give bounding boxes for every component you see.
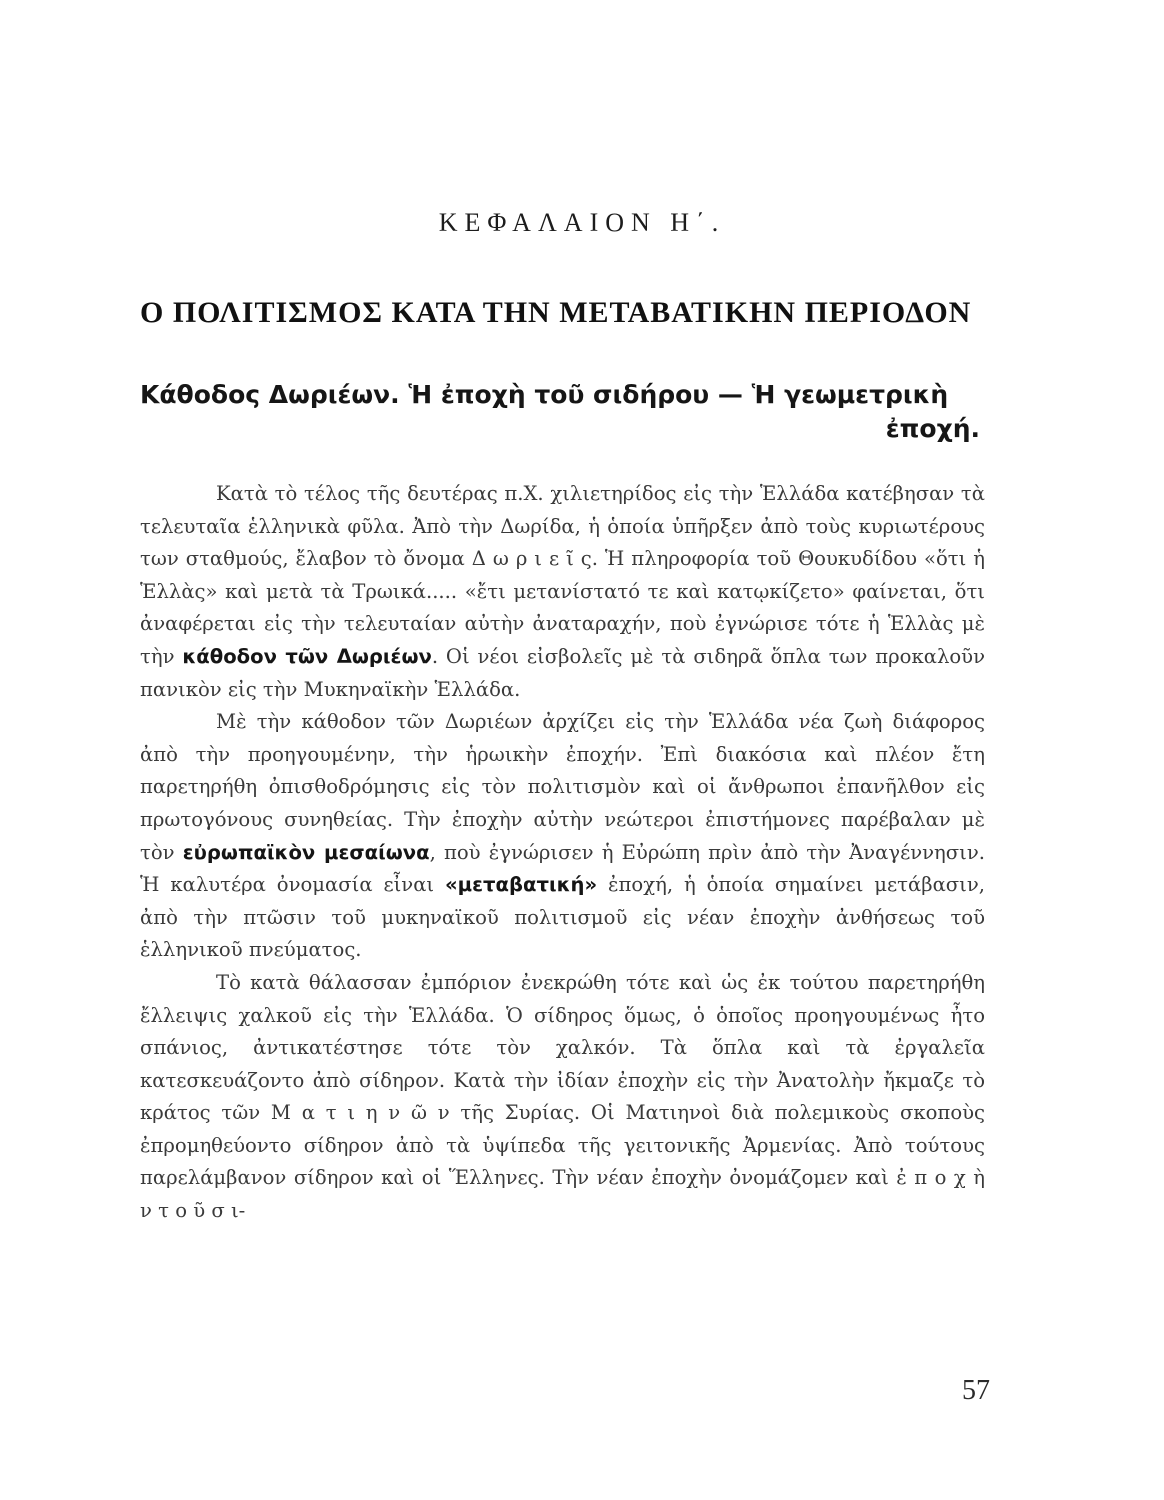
paragraph-1 (140, 478, 985, 706)
chapter-title: Ο ΠΟΛΙΤΙΣΜΟΣ ΚΑΤΑ ΤΗΝ ΜΕΤΑΒΑΤΙΚΗΝ ΠΕΡΙΟΔΟΝ (140, 296, 972, 329)
paragraph-2-text-b: , ποὺ ἐγνώρισεν ἡ Εὐρώπη πρὶν ἀπὸ τὴν Ἀναγέννησιν. Ἡ καλυτέρα ὀνομασία εἶναι (140, 840, 985, 897)
chapter-heading: ΚΕΦΑΛΑΙΟΝ Η΄. (438, 208, 726, 237)
page-number: 57 (962, 1375, 990, 1406)
paragraph-2-text-a: Μὲ τὴν κάθοδον τῶν Δωριέων ἀρχίζει εἰς τὴν Ἑλλάδα νέα ζωὴ διάφορος ἀπὸ τὴν προηγουμένην, τὴν ἡρωικὴν ἐποχήν. Ἐπὶ διακόσια καὶ πλέον ἔτη παρετηρήθη ὀπισθοδρόμησις εἰς τὸν πολιτισμὸν καὶ οἱ ἄνθρωποι ἐπανῆλθον εἰς πρωτογόνους συνηθείας. Τὴν ἐποχὴν αὐτὴν νεώτεροι ἐπιστήμονες παρέβαλαν μὲ τὸν (140, 710, 985, 864)
paragraph-2 (140, 706, 985, 967)
bold-term-european-middle-ages: εὐρωπαϊκὸν μεσαίωνα (182, 840, 430, 864)
bold-term-transitional: «μεταβατική» (445, 873, 598, 897)
subtitle-line-1: Κάθοδος Δωριέων. Ἡ ἐποχὴ τοῦ σιδήρου — Ἡ γεωμετρικὴ (140, 380, 949, 409)
paragraph-2-text-c: ἐποχή, ἡ ὁποία σημαίνει μετάβασιν, ἀπὸ τὴν πτῶσιν τοῦ μυκηναϊκοῦ πολιτισμοῦ εἰς νέαν ἐποχὴν ἀνθήσεως τοῦ ἑλληνικοῦ πνεύματος. (140, 873, 985, 962)
bold-term-dorian-descent: κάθοδον τῶν Δωριέων (182, 644, 432, 668)
section-subtitle (140, 378, 980, 446)
paragraph-1-text-a: Κατὰ τὸ τέλος τῆς δευτέρας π.Χ. χιλιετηρίδος εἰς τὴν Ἑλλάδα κατέβησαν τὰ τελευταῖα ἑλληνικὰ φῦλα. Ἀπὸ τὴν Δωρίδα, ἡ ὁποία ὑπῆρξεν ἀπὸ τοὺς κυριωτέρους των σταθμούς, ἔλαβον τὸ ὄνομα Δ ω ρ ι ε ῖ ς. Ἡ πληροφορία τοῦ Θουκυδίδου «ὅτι ἡ Ἑλλὰς» καὶ μετὰ τὰ Τρωικά..... «ἔτι μετανίστατό τε καὶ κατῳκίζετο» φαίνεται, ὅτι ἀναφέρεται εἰς τὴν τελευταίαν αὐτὴν ἀναταραχήν, ποὺ ἐγνώρισε τότε ἡ Ἑλλὰς μὲ τὴν (140, 482, 985, 668)
paragraph-3: Τὸ κατὰ θάλασσαν ἐμπόριον ἐνεκρώθη τότε καὶ ὡς ἐκ τούτου παρετηρήθη ἔλλειψις χαλκοῦ εἰς τὴν Ἑλλάδα. Ὁ σίδηρος ὅμως, ὁ ὁποῖος προηγουμένως ἦτο σπάνιος, ἀντικατέστησε τότε τὸν χαλκόν. Τὰ ὅπλα καὶ τὰ ἐργαλεῖα κατεσκευάζοντο ἀπὸ σίδηρον. Κατὰ τὴν ἰδίαν ἐποχὴν εἰς τὴν Ἀνατολὴν ἤκμαζε τὸ κράτος τῶν Μ α τ ι η ν ῶ ν τῆς Συρίας. Οἱ Ματιηνοὶ διὰ πολεμικοὺς σκοποὺς ἐπρομηθεύοντο σίδηρον ἀπὸ τὰ ὑψίπεδα τῆς γειτονικῆς Ἀρμενίας. Ἀπὸ τούτους παρελάμβανον σίδηρον καὶ οἱ Ἕλληνες. Τὴν νέαν ἐποχὴν ὀνομάζομεν καὶ ἐ π ο χ ὴ ν τ ο ῦ σ ι- (140, 970, 985, 1223)
paragraph-1-text-b: . Οἱ νέοι εἰσβολεῖς μὲ τὰ σιδηρᾶ ὅπλα των προκαλοῦν πανικὸν εἰς τὴν Μυκηναϊκὴν Ἑλλάδα. (140, 644, 985, 701)
subtitle-line-2: ἐποχή. (885, 414, 980, 443)
body-text (140, 478, 985, 1228)
